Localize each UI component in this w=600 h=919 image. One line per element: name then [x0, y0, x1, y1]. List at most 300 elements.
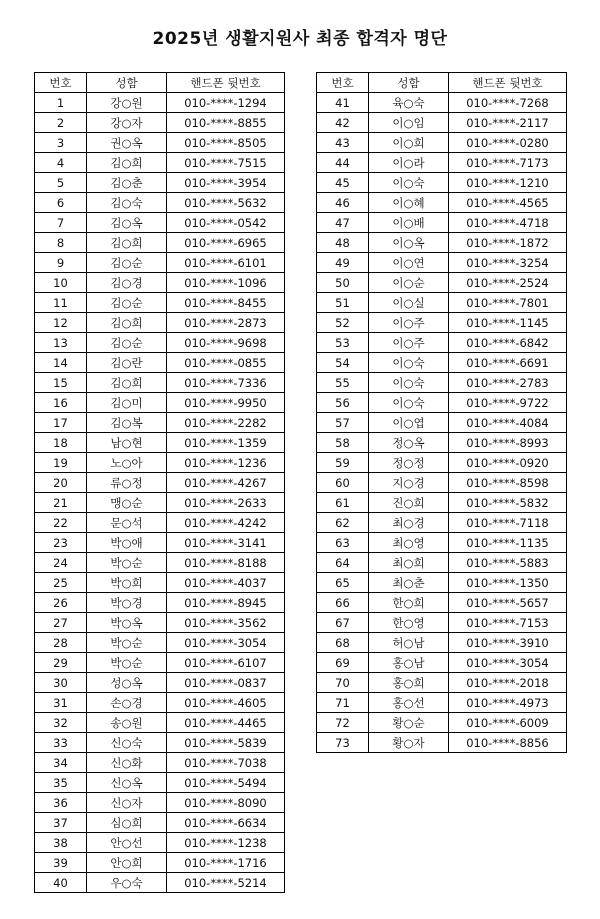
cell-phone: 010-****-9950 [167, 393, 285, 413]
cell-number: 17 [35, 413, 87, 433]
table-row [35, 693, 285, 713]
cell-number: 35 [35, 773, 87, 793]
table-row [35, 93, 285, 113]
table-row [35, 413, 285, 433]
cell-number: 37 [35, 813, 87, 833]
cell-phone: 010-****-1872 [449, 233, 567, 253]
table-row [35, 653, 285, 673]
cell-name: 한○영 [369, 613, 449, 633]
table-row [35, 393, 285, 413]
header-name: 성함 [369, 73, 449, 93]
table-row [35, 453, 285, 473]
cell-number: 39 [35, 853, 87, 873]
cell-number: 63 [317, 533, 369, 553]
table-row [317, 373, 567, 393]
cell-number: 64 [317, 553, 369, 573]
table-row [317, 133, 567, 153]
table-row [35, 113, 285, 133]
cell-phone: 010-****-7153 [449, 613, 567, 633]
cell-phone: 010-****-6691 [449, 353, 567, 373]
table-row [317, 393, 567, 413]
cell-name: 김○희 [87, 153, 167, 173]
cell-phone: 010-****-2633 [167, 493, 285, 513]
table-row [35, 313, 285, 333]
cell-name: 김○순 [87, 293, 167, 313]
cell-phone: 010-****-7515 [167, 153, 285, 173]
table-row [317, 673, 567, 693]
cell-name: 이○숙 [369, 373, 449, 393]
table-row [317, 713, 567, 733]
table-row [35, 353, 285, 373]
cell-name: 박○애 [87, 533, 167, 553]
roster-table-left [34, 72, 285, 893]
cell-phone: 010-****-6107 [167, 653, 285, 673]
cell-name: 김○미 [87, 393, 167, 413]
cell-number: 3 [35, 133, 87, 153]
cell-number: 30 [35, 673, 87, 693]
cell-phone: 010-****-8993 [449, 433, 567, 453]
cell-number: 32 [35, 713, 87, 733]
cell-number: 42 [317, 113, 369, 133]
cell-name: 김○복 [87, 413, 167, 433]
cell-phone: 010-****-0542 [167, 213, 285, 233]
table-row [35, 253, 285, 273]
table-row [35, 533, 285, 553]
table-row [317, 493, 567, 513]
cell-phone: 010-****-9722 [449, 393, 567, 413]
cell-name: 황○순 [369, 713, 449, 733]
cell-name: 김○희 [87, 233, 167, 253]
cell-phone: 010-****-5832 [449, 493, 567, 513]
cell-number: 59 [317, 453, 369, 473]
cell-name: 심○희 [87, 813, 167, 833]
cell-phone: 010-****-6965 [167, 233, 285, 253]
cell-phone: 010-****-1238 [167, 833, 285, 853]
cell-phone: 010-****-1135 [449, 533, 567, 553]
cell-number: 25 [35, 573, 87, 593]
page-title: 2025년 생활지원사 최종 합격자 명단 [152, 29, 448, 49]
table-row [35, 133, 285, 153]
cell-name: 이○실 [369, 293, 449, 313]
cell-name: 이○라 [369, 153, 449, 173]
cell-number: 6 [35, 193, 87, 213]
table-row [35, 273, 285, 293]
cell-number: 40 [35, 873, 87, 893]
table-row [35, 853, 285, 873]
table-row [317, 193, 567, 213]
cell-phone: 010-****-4973 [449, 693, 567, 713]
cell-name: 이○숙 [369, 173, 449, 193]
cell-name: 박○순 [87, 553, 167, 573]
cell-phone: 010-****-4605 [167, 693, 285, 713]
cell-number: 57 [317, 413, 369, 433]
table-row [317, 533, 567, 553]
table-row [35, 593, 285, 613]
cell-phone: 010-****-7118 [449, 513, 567, 533]
cell-phone: 010-****-5883 [449, 553, 567, 573]
cell-phone: 010-****-1145 [449, 313, 567, 333]
header-phone: 핸드폰 뒷번호 [449, 73, 567, 93]
cell-phone: 010-****-5214 [167, 873, 285, 893]
cell-phone: 010-****-0855 [167, 353, 285, 373]
cell-name: 최○영 [369, 533, 449, 553]
cell-name: 홍○희 [369, 673, 449, 693]
cell-number: 69 [317, 653, 369, 673]
table-row [317, 293, 567, 313]
cell-phone: 010-****-1716 [167, 853, 285, 873]
cell-name: 노○아 [87, 453, 167, 473]
cell-name: 성○옥 [87, 673, 167, 693]
cell-phone: 010-****-3910 [449, 633, 567, 653]
table-row [35, 153, 285, 173]
cell-number: 50 [317, 273, 369, 293]
cell-number: 68 [317, 633, 369, 653]
cell-number: 61 [317, 493, 369, 513]
table-row [35, 773, 285, 793]
table-row [317, 513, 567, 533]
cell-phone: 010-****-5657 [449, 593, 567, 613]
cell-name: 이○숙 [369, 353, 449, 373]
cell-phone: 010-****-4718 [449, 213, 567, 233]
table-row [317, 653, 567, 673]
cell-number: 19 [35, 453, 87, 473]
cell-number: 65 [317, 573, 369, 593]
cell-number: 58 [317, 433, 369, 453]
cell-name: 정○옥 [369, 433, 449, 453]
table-row [35, 573, 285, 593]
cell-phone: 010-****-3954 [167, 173, 285, 193]
cell-number: 66 [317, 593, 369, 613]
cell-phone: 010-****-8598 [449, 473, 567, 493]
cell-phone: 010-****-1294 [167, 93, 285, 113]
cell-name: 신○숙 [87, 733, 167, 753]
cell-number: 31 [35, 693, 87, 713]
cell-name: 신○화 [87, 753, 167, 773]
cell-number: 46 [317, 193, 369, 213]
table-row [35, 333, 285, 353]
cell-number: 4 [35, 153, 87, 173]
table-row [317, 633, 567, 653]
cell-number: 7 [35, 213, 87, 233]
roster-body-left [35, 93, 285, 893]
cell-name: 우○숙 [87, 873, 167, 893]
table-header-row [35, 73, 285, 93]
cell-number: 14 [35, 353, 87, 373]
cell-phone: 010-****-4267 [167, 473, 285, 493]
cell-name: 김○희 [87, 373, 167, 393]
header-number: 번호 [35, 73, 87, 93]
cell-number: 1 [35, 93, 87, 113]
table-row [317, 473, 567, 493]
cell-phone: 010-****-4465 [167, 713, 285, 733]
cell-number: 70 [317, 673, 369, 693]
table-row [35, 833, 285, 853]
cell-number: 18 [35, 433, 87, 453]
cell-name: 류○정 [87, 473, 167, 493]
table-row [317, 353, 567, 373]
cell-name: 김○순 [87, 253, 167, 273]
cell-phone: 010-****-8945 [167, 593, 285, 613]
cell-name: 박○경 [87, 593, 167, 613]
table-row [35, 553, 285, 573]
table-row [35, 473, 285, 493]
table-row [317, 733, 567, 753]
table-row [35, 373, 285, 393]
cell-number: 21 [35, 493, 87, 513]
cell-number: 13 [35, 333, 87, 353]
cell-name: 이○희 [369, 133, 449, 153]
cell-number: 9 [35, 253, 87, 273]
cell-phone: 010-****-3254 [449, 253, 567, 273]
cell-phone: 010-****-7038 [167, 753, 285, 773]
cell-name: 안○희 [87, 853, 167, 873]
table-row [35, 493, 285, 513]
cell-number: 62 [317, 513, 369, 533]
cell-name: 김○란 [87, 353, 167, 373]
cell-phone: 010-****-2524 [449, 273, 567, 293]
cell-number: 60 [317, 473, 369, 493]
cell-name: 최○경 [369, 513, 449, 533]
cell-name: 문○석 [87, 513, 167, 533]
cell-number: 38 [35, 833, 87, 853]
cell-name: 김○경 [87, 273, 167, 293]
cell-phone: 010-****-9698 [167, 333, 285, 353]
table-row [317, 453, 567, 473]
cell-phone: 010-****-8856 [449, 733, 567, 753]
cell-name: 권○옥 [87, 133, 167, 153]
table-row [35, 873, 285, 893]
table-row [35, 753, 285, 773]
cell-number: 8 [35, 233, 87, 253]
cell-number: 41 [317, 93, 369, 113]
cell-number: 55 [317, 373, 369, 393]
cell-name: 이○주 [369, 313, 449, 333]
cell-number: 54 [317, 353, 369, 373]
cell-name: 최○춘 [369, 573, 449, 593]
table-row [35, 193, 285, 213]
cell-phone: 010-****-8505 [167, 133, 285, 153]
table-row [317, 213, 567, 233]
cell-name: 강○자 [87, 113, 167, 133]
cell-phone: 010-****-6009 [449, 713, 567, 733]
cell-name: 이○혜 [369, 193, 449, 213]
cell-number: 29 [35, 653, 87, 673]
cell-number: 72 [317, 713, 369, 733]
cell-name: 정○정 [369, 453, 449, 473]
cell-number: 67 [317, 613, 369, 633]
cell-number: 53 [317, 333, 369, 353]
cell-name: 이○엽 [369, 413, 449, 433]
table-row [317, 413, 567, 433]
table-row [317, 613, 567, 633]
table-row [317, 313, 567, 333]
cell-phone: 010-****-2282 [167, 413, 285, 433]
cell-phone: 010-****-6842 [449, 333, 567, 353]
cell-phone: 010-****-8188 [167, 553, 285, 573]
cell-phone: 010-****-8855 [167, 113, 285, 133]
cell-phone: 010-****-3054 [449, 653, 567, 673]
table-row [35, 433, 285, 453]
cell-number: 12 [35, 313, 87, 333]
cell-number: 16 [35, 393, 87, 413]
header-number: 번호 [317, 73, 369, 93]
cell-name: 홍○선 [369, 693, 449, 713]
cell-phone: 010-****-4242 [167, 513, 285, 533]
cell-phone: 010-****-4565 [449, 193, 567, 213]
table-row [35, 293, 285, 313]
cell-number: 36 [35, 793, 87, 813]
table-row [317, 113, 567, 133]
table-row [317, 593, 567, 613]
cell-number: 27 [35, 613, 87, 633]
cell-phone: 010-****-2018 [449, 673, 567, 693]
cell-name: 강○원 [87, 93, 167, 113]
table-row [35, 633, 285, 653]
cell-number: 47 [317, 213, 369, 233]
cell-phone: 010-****-8090 [167, 793, 285, 813]
cell-phone: 010-****-0280 [449, 133, 567, 153]
table-row [35, 813, 285, 833]
cell-name: 박○희 [87, 573, 167, 593]
cell-name: 이○배 [369, 213, 449, 233]
cell-name: 김○옥 [87, 213, 167, 233]
cell-phone: 010-****-7336 [167, 373, 285, 393]
cell-phone: 010-****-7801 [449, 293, 567, 313]
cell-number: 56 [317, 393, 369, 413]
cell-phone: 010-****-1210 [449, 173, 567, 193]
cell-phone: 010-****-0920 [449, 453, 567, 473]
cell-number: 34 [35, 753, 87, 773]
table-row [317, 233, 567, 253]
cell-name: 이○숙 [369, 393, 449, 413]
cell-phone: 010-****-3054 [167, 633, 285, 653]
cell-phone: 010-****-1096 [167, 273, 285, 293]
cell-number: 22 [35, 513, 87, 533]
cell-name: 지○경 [369, 473, 449, 493]
cell-name: 박○순 [87, 633, 167, 653]
cell-number: 26 [35, 593, 87, 613]
table-row [35, 173, 285, 193]
cell-name: 최○희 [369, 553, 449, 573]
cell-name: 이○순 [369, 273, 449, 293]
cell-phone: 010-****-2117 [449, 113, 567, 133]
cell-phone: 010-****-1236 [167, 453, 285, 473]
cell-number: 43 [317, 133, 369, 153]
table-row [317, 173, 567, 193]
cell-phone: 010-****-6634 [167, 813, 285, 833]
roster-body-right [317, 93, 567, 753]
cell-phone: 010-****-2873 [167, 313, 285, 333]
cell-phone: 010-****-2783 [449, 373, 567, 393]
cell-phone: 010-****-8455 [167, 293, 285, 313]
cell-name: 이○주 [369, 333, 449, 353]
table-row [35, 213, 285, 233]
cell-number: 23 [35, 533, 87, 553]
cell-name: 신○자 [87, 793, 167, 813]
cell-name: 진○희 [369, 493, 449, 513]
cell-number: 28 [35, 633, 87, 653]
cell-name: 홍○남 [369, 653, 449, 673]
cell-phone: 010-****-4037 [167, 573, 285, 593]
cell-phone: 010-****-7173 [449, 153, 567, 173]
table-row [35, 793, 285, 813]
cell-number: 51 [317, 293, 369, 313]
cell-name: 박○순 [87, 653, 167, 673]
cell-name: 허○남 [369, 633, 449, 653]
cell-name: 박○옥 [87, 613, 167, 633]
cell-phone: 010-****-0837 [167, 673, 285, 693]
cell-number: 33 [35, 733, 87, 753]
table-header-row [317, 73, 567, 93]
cell-name: 송○원 [87, 713, 167, 733]
table-row [317, 153, 567, 173]
cell-number: 71 [317, 693, 369, 713]
table-row [317, 253, 567, 273]
cell-number: 10 [35, 273, 87, 293]
cell-name: 황○자 [369, 733, 449, 753]
header-phone: 핸드폰 뒷번호 [167, 73, 285, 93]
cell-phone: 010-****-5632 [167, 193, 285, 213]
table-row [35, 733, 285, 753]
cell-name: 손○경 [87, 693, 167, 713]
cell-name: 김○순 [87, 333, 167, 353]
cell-name: 김○숙 [87, 193, 167, 213]
cell-phone: 010-****-1350 [449, 573, 567, 593]
cell-number: 48 [317, 233, 369, 253]
cell-phone: 010-****-3562 [167, 613, 285, 633]
table-row [317, 553, 567, 573]
table-row [35, 673, 285, 693]
cell-phone: 010-****-6101 [167, 253, 285, 273]
cell-number: 44 [317, 153, 369, 173]
table-row [317, 273, 567, 293]
table-row [35, 713, 285, 733]
cell-name: 이○옥 [369, 233, 449, 253]
table-row [35, 613, 285, 633]
cell-name: 맹○순 [87, 493, 167, 513]
cell-number: 15 [35, 373, 87, 393]
cell-name: 이○연 [369, 253, 449, 273]
cell-name: 신○옥 [87, 773, 167, 793]
cell-phone: 010-****-5494 [167, 773, 285, 793]
cell-number: 49 [317, 253, 369, 273]
header-name: 성함 [87, 73, 167, 93]
cell-number: 11 [35, 293, 87, 313]
cell-name: 안○선 [87, 833, 167, 853]
table-row [35, 513, 285, 533]
cell-phone: 010-****-5839 [167, 733, 285, 753]
cell-name: 김○희 [87, 313, 167, 333]
cell-number: 5 [35, 173, 87, 193]
cell-phone: 010-****-3141 [167, 533, 285, 553]
table-row [317, 93, 567, 113]
cell-name: 남○현 [87, 433, 167, 453]
cell-number: 45 [317, 173, 369, 193]
cell-phone: 010-****-4084 [449, 413, 567, 433]
cell-name: 한○희 [369, 593, 449, 613]
table-row [317, 693, 567, 713]
cell-name: 이○임 [369, 113, 449, 133]
cell-number: 52 [317, 313, 369, 333]
cell-phone: 010-****-7268 [449, 93, 567, 113]
cell-number: 2 [35, 113, 87, 133]
cell-phone: 010-****-1359 [167, 433, 285, 453]
table-row [35, 233, 285, 253]
cell-number: 20 [35, 473, 87, 493]
roster-table-right [316, 72, 567, 753]
cell-number: 24 [35, 553, 87, 573]
table-row [317, 573, 567, 593]
